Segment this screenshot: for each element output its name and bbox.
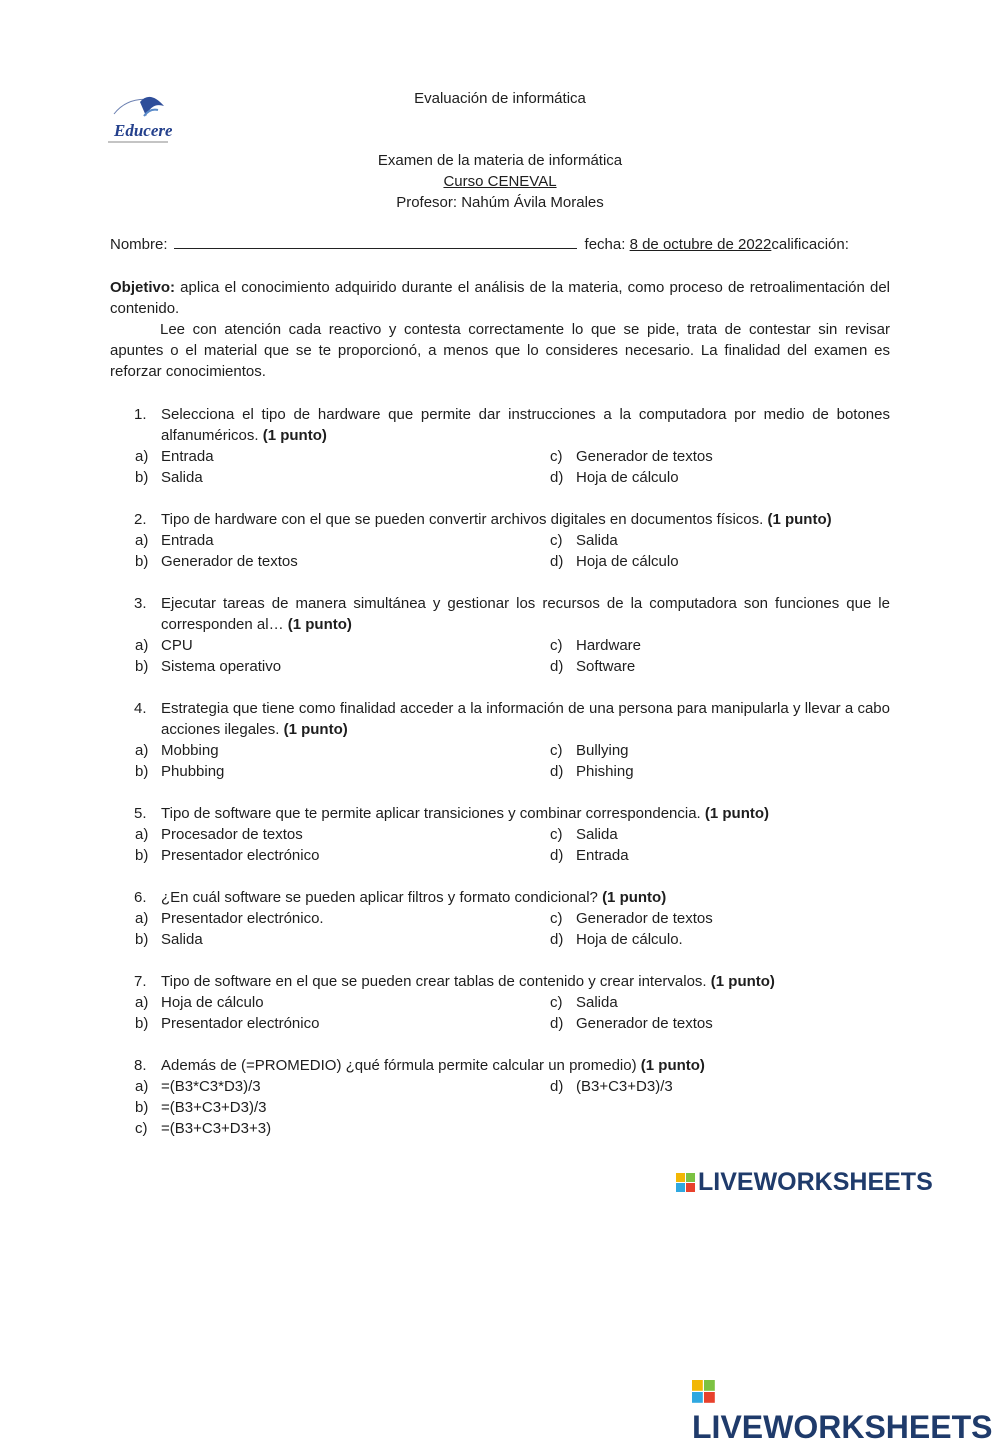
question-number: 7.: [134, 973, 147, 990]
option-letter: b): [135, 1015, 149, 1032]
question-number: 3.: [134, 595, 147, 612]
option-text: Phishing: [576, 763, 634, 780]
option-letter: c): [550, 637, 563, 654]
option-letter: b): [135, 931, 149, 948]
question-number: 2.: [134, 511, 147, 528]
document-title: Evaluación de informática: [414, 90, 586, 107]
grade-label: calificación:: [771, 236, 849, 253]
option-text: Generador de textos: [161, 553, 298, 570]
question-6: [110, 887, 890, 908]
question-points: (1 punto): [283, 721, 348, 738]
question-text: [161, 698, 890, 740]
option-text: Sistema operativo: [161, 658, 282, 675]
option-text: Entrada: [161, 532, 214, 549]
name-date-row: [110, 234, 890, 253]
date-label: fecha:: [584, 236, 626, 253]
option-letter: a): [135, 1078, 149, 1095]
option-letter: d): [550, 931, 564, 948]
option-text: =(B3+C3+D3+3): [161, 1120, 272, 1137]
question-text: [161, 509, 890, 530]
answer-option[interactable]: [135, 824, 303, 845]
question-stem: Tipo de software que te permite aplicar transiciones y combinar correspondencia.: [161, 805, 701, 822]
objective-label: Objetivo:: [110, 279, 176, 296]
teacher-name: Profesor: Nahúm Ávila Morales: [396, 194, 604, 211]
question-number: 6.: [134, 889, 147, 906]
option-text: Presentador electrónico: [161, 1015, 320, 1032]
option-text: Salida: [161, 931, 203, 948]
answer-option[interactable]: [550, 530, 618, 551]
liveworksheets-text: LIVEWORKSHEETS: [698, 1168, 933, 1196]
question-stem: ¿En cuál software se pueden aplicar filtros y formato condicional?: [161, 889, 598, 906]
answer-option[interactable]: [135, 551, 298, 572]
question-stem: Selecciona el tipo de hardware que permite dar instrucciones a la computadora por medio de botones alfanuméricos.: [161, 406, 890, 444]
option-text: Hoja de cálculo.: [576, 931, 683, 948]
option-text: CPU: [161, 637, 193, 654]
answer-option[interactable]: [135, 635, 193, 656]
answer-option[interactable]: [135, 656, 281, 677]
answer-option[interactable]: [550, 551, 679, 572]
option-text: Hoja de cálculo: [576, 553, 679, 570]
option-letter: a): [135, 742, 149, 759]
option-letter: c): [550, 910, 563, 927]
option-text: =(B3*C3*D3)/3: [161, 1078, 261, 1095]
question-points: (1 punto): [262, 427, 327, 444]
answer-option[interactable]: [550, 761, 634, 782]
option-letter: c): [550, 532, 563, 549]
liveworksheets-footer-logo: [692, 1372, 1000, 1446]
option-letter: d): [550, 553, 564, 570]
option-text: Bullying: [576, 742, 629, 759]
answer-option[interactable]: [135, 761, 224, 782]
option-text: Generador de textos: [576, 910, 713, 927]
question-text: [161, 593, 890, 635]
question-7: [110, 971, 890, 992]
option-text: Hoja de cálculo: [161, 994, 264, 1011]
option-text: Procesador de textos: [161, 826, 303, 843]
name-blank-line[interactable]: [174, 234, 577, 249]
answer-option[interactable]: [135, 1013, 319, 1034]
option-letter: c): [135, 1120, 148, 1137]
svg-text:Educere: Educere: [114, 121, 172, 140]
answer-option[interactable]: [135, 1097, 266, 1118]
option-text: Salida: [576, 826, 618, 843]
question-points: (1 punto): [767, 511, 832, 528]
answer-option[interactable]: [135, 740, 219, 761]
answer-option[interactable]: [135, 929, 203, 950]
option-letter: c): [550, 994, 563, 1011]
option-letter: a): [135, 448, 149, 465]
question-4: [110, 698, 890, 740]
option-text: Salida: [576, 532, 618, 549]
question-stem: Tipo de hardware con el que se pueden convertir archivos digitales en documentos físicos.: [161, 511, 764, 528]
option-letter: c): [550, 448, 563, 465]
question-stem: Además de (=PROMEDIO) ¿qué fórmula permite calcular un promedio): [161, 1057, 637, 1074]
option-text: Mobbing: [161, 742, 219, 759]
option-text: Presentador electrónico.: [161, 910, 324, 927]
option-letter: a): [135, 994, 149, 1011]
option-letter: b): [135, 847, 149, 864]
answer-option[interactable]: [550, 467, 679, 488]
answer-option[interactable]: [135, 530, 214, 551]
question-stem: Estrategia que tiene como finalidad acceder a la información de una persona para manipularla y llevar a cabo acciones ilegales.: [161, 700, 890, 738]
question-5: [110, 803, 890, 824]
objective-paragraph: [110, 277, 890, 319]
answer-option[interactable]: [550, 656, 635, 677]
question-number: 1.: [134, 406, 147, 423]
option-letter: d): [550, 1078, 564, 1095]
option-text: Phubbing: [161, 763, 225, 780]
option-text: Salida: [161, 469, 203, 486]
question-3: [110, 593, 890, 635]
question-2: [110, 509, 890, 530]
answer-option[interactable]: [135, 1076, 261, 1097]
liveworksheets-icon: [676, 1173, 696, 1193]
answer-option[interactable]: [550, 446, 713, 467]
exam-title: Examen de la materia de informática: [377, 152, 623, 169]
option-letter: c): [550, 826, 563, 843]
question-stem: Ejecutar tareas de manera simultánea y gestionar los recursos de la computadora son funciones que le corresponden al…: [161, 595, 890, 633]
option-letter: b): [135, 658, 149, 675]
liveworksheets-logo: [676, 1168, 933, 1197]
answer-option[interactable]: [550, 908, 713, 929]
question-text: [161, 404, 890, 446]
option-letter: d): [550, 847, 564, 864]
option-text: Entrada: [576, 847, 629, 864]
option-letter: b): [135, 763, 149, 780]
name-label: Nombre:: [110, 236, 168, 253]
liveworksheets-footer-text: LIVEWORKSHEETS: [692, 1409, 993, 1445]
answer-option[interactable]: [135, 845, 319, 866]
option-text: Salida: [576, 994, 618, 1011]
question-1: [110, 404, 890, 446]
answer-option[interactable]: [135, 908, 324, 929]
option-text: =(B3+C3+D3)/3: [161, 1099, 267, 1116]
question-8: [110, 1055, 890, 1076]
answer-option[interactable]: [550, 845, 629, 866]
option-letter: b): [135, 1099, 149, 1116]
question-number: 8.: [134, 1057, 147, 1074]
option-letter: b): [135, 553, 149, 570]
option-letter: d): [550, 1015, 564, 1032]
option-letter: d): [550, 658, 564, 675]
course-name: Curso CENEVAL: [443, 173, 557, 190]
option-letter: a): [135, 532, 149, 549]
option-text: Hoja de cálculo: [576, 469, 679, 486]
question-points: (1 punto): [640, 1057, 705, 1074]
answer-option[interactable]: [135, 1118, 271, 1139]
liveworksheets-footer-icon: [692, 1380, 716, 1404]
question-points: (1 punto): [287, 616, 352, 633]
answer-option[interactable]: [550, 1013, 713, 1034]
question-text: [161, 971, 890, 992]
option-text: Entrada: [161, 448, 214, 465]
option-text: Software: [576, 658, 636, 675]
option-letter: a): [135, 637, 149, 654]
answer-option[interactable]: [550, 1076, 673, 1097]
option-letter: d): [550, 469, 564, 486]
answer-option[interactable]: [550, 635, 641, 656]
option-text: Generador de textos: [576, 1015, 713, 1032]
option-text: Generador de textos: [576, 448, 713, 465]
option-text: (B3+C3+D3)/3: [576, 1078, 673, 1095]
option-letter: a): [135, 826, 149, 843]
option-letter: a): [135, 910, 149, 927]
answer-option[interactable]: [550, 992, 618, 1013]
objective-text: aplica el conocimiento adquirido durante el análisis de la materia, como proceso de retroalimentación del contenido.: [110, 279, 890, 317]
answer-option[interactable]: [550, 740, 629, 761]
answer-option[interactable]: [135, 992, 264, 1013]
question-text: [161, 887, 890, 908]
option-text: Presentador electrónico: [161, 847, 320, 864]
question-points: (1 punto): [710, 973, 775, 990]
date-value: 8 de octubre de 2022: [629, 236, 772, 253]
answer-option[interactable]: [550, 824, 618, 845]
question-points: (1 punto): [704, 805, 770, 822]
question-points: (1 punto): [602, 889, 667, 906]
answer-option[interactable]: [550, 929, 683, 950]
option-letter: c): [550, 742, 563, 759]
answer-option[interactable]: [135, 446, 214, 467]
option-letter: b): [135, 469, 149, 486]
question-number: 4.: [134, 700, 147, 717]
question-stem: Tipo de software en el que se pueden crear tablas de contenido y crear intervalos.: [161, 973, 707, 990]
option-letter: d): [550, 763, 564, 780]
question-text: [161, 1055, 890, 1076]
answer-option[interactable]: [135, 467, 203, 488]
question-text: [161, 803, 890, 824]
question-number: 5.: [134, 805, 147, 822]
instructions-paragraph: Lee con atención cada reactivo y contesta correctamente lo que se pide, trata de contestar sin revisar apuntes o el material que se te proporcionó, a menos que lo consideres necesario. La finalidad del examen es reforzar conocimientos.: [110, 321, 890, 380]
option-text: Hardware: [576, 637, 642, 654]
